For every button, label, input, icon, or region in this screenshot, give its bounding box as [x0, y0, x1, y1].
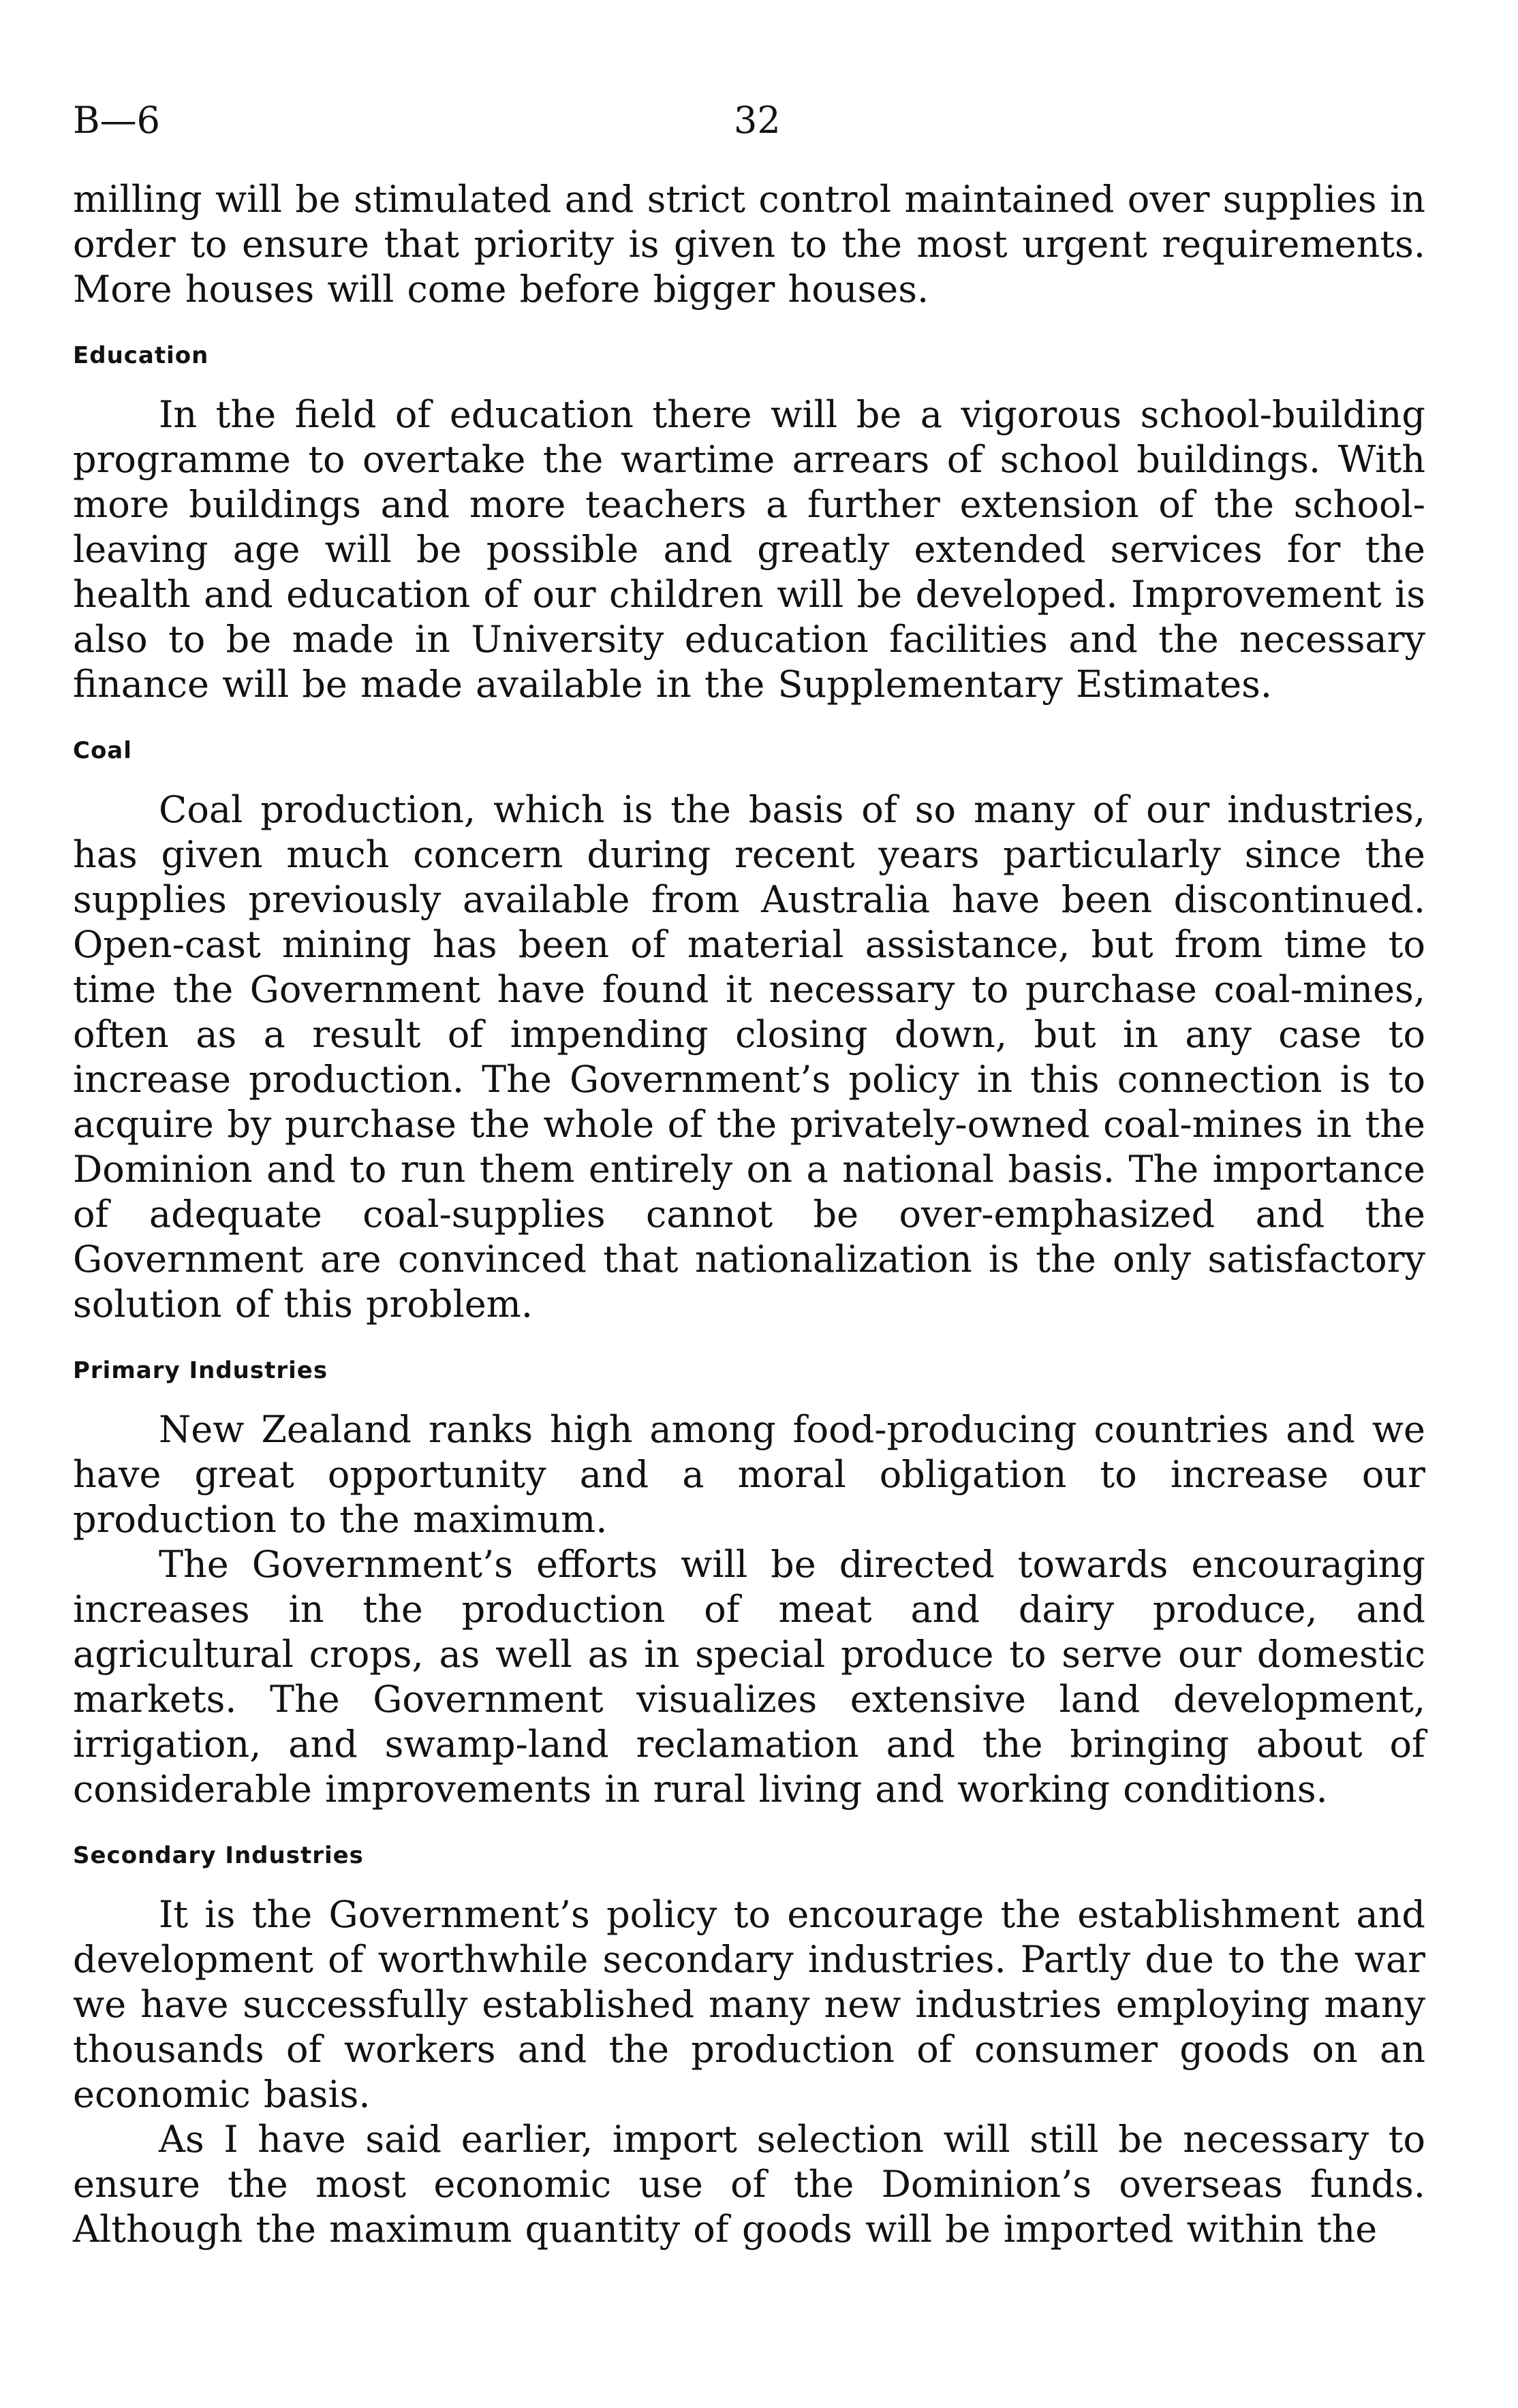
section-heading-education: Education [73, 342, 209, 369]
secondary-industries-paragraph-2: As I have said earlier, import selection will still be necessary to ensure the most economic use of the Dominion’s overseas funds. Although the maximum quantity of goods will be imported within the [73, 2118, 1425, 2251]
page-number: 32 [734, 99, 781, 142]
coal-paragraph: Coal production, which is the basis of so many of our industries, has given much concern during recent years particularly since the supplies previously available from Australia have been discontinued. Open-cast mining has been of material assistance, but from time to time the Government have found it necessary to purchase coal-mines, often as a result of impending closing down, but in any case to increase production. The Government’s policy in this connection is to acquire by purchase the whole of the privately-owned coal-mines in the Dominion and to run them entirely on a national basis. The importance of adequate coal-supplies cannot be over-emphasized and the Government are convinced that nationalization is the only satisfactory solution of this problem. [73, 788, 1425, 1326]
secondary-industries-paragraph-1: It is the Government’s policy to encourage the establishment and development of worthwhile secondary industries. Partly due to the war we have successfully established many new industries employing many thousands of workers and the production of consumer goods on an economic basis. [73, 1893, 1425, 2116]
document-page [73, 99, 1425, 2252]
primary-industries-paragraph-2: The Government’s efforts will be directed towards encouraging increases in the production of meat and dairy produce, and agricultural crops, as well as in special produce to serve our domestic markets. The Government visualizes extensive land development, irrigation, and swamp-land reclamation and the bringing about of considerable improvements in rural living and working conditions. [73, 1543, 1425, 1811]
education-paragraph: In the field of education there will be a vigorous school-building programme to overtake the wartime arrears of school buildings. With more buildings and more teachers a further extension of the school-leaving age will be possible and greatly extended services for the health and education of our children will be developed. Improvement is also to be made in University education facilities and the necessary finance will be made available in the Supplementary Estimates. [73, 393, 1425, 706]
section-heading-primary-industries: Primary Industries [73, 1357, 328, 1384]
section-heading-coal: Coal [73, 737, 132, 764]
document-code: B—6 [73, 99, 161, 142]
primary-industries-paragraph-1: New Zealand ranks high among food-producing countries and we have great opportunity and a moral obligation to increase our production to the maximum. [73, 1408, 1425, 1541]
section-heading-secondary-industries: Secondary Industries [73, 1842, 364, 1869]
intro-paragraph: milling will be stimulated and strict control maintained over supplies in order to ensure that priority is given to the most urgent requirements. More houses will come before bigger houses. [73, 178, 1425, 311]
page-header [73, 99, 1425, 163]
